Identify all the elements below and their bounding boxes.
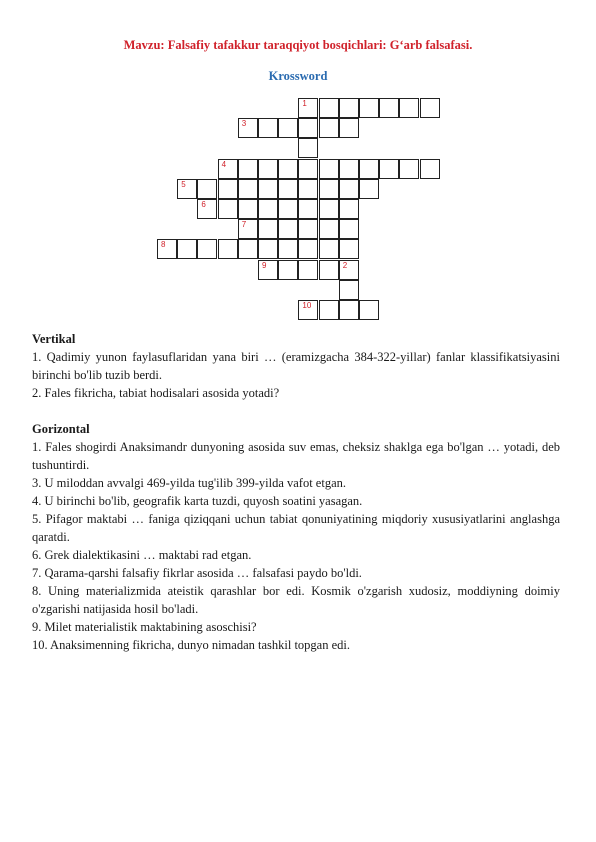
- crossword-cell[interactable]: [258, 219, 278, 239]
- crossword-cell[interactable]: [157, 239, 177, 259]
- crossword-cell[interactable]: [319, 219, 339, 239]
- crossword-cell[interactable]: [238, 159, 258, 179]
- crossword-cell[interactable]: [319, 300, 339, 320]
- crossword-cell[interactable]: [339, 239, 359, 259]
- crossword-cell[interactable]: [339, 280, 359, 300]
- crossword-cell[interactable]: [238, 219, 258, 239]
- crossword-cell[interactable]: [319, 118, 339, 138]
- crossword-cell[interactable]: [278, 239, 298, 259]
- crossword-cell[interactable]: [258, 179, 278, 199]
- crossword-grid: [0, 0, 596, 330]
- crossword-cell[interactable]: [359, 98, 379, 118]
- crossword-cell[interactable]: [177, 239, 197, 259]
- crossword-cell[interactable]: [319, 98, 339, 118]
- crossword-cell[interactable]: [339, 300, 359, 320]
- crossword-cell[interactable]: [298, 179, 318, 199]
- crossword-cell[interactable]: [238, 118, 258, 138]
- crossword-cell[interactable]: [298, 98, 318, 118]
- crossword-cell[interactable]: [278, 179, 298, 199]
- crossword-cell[interactable]: [298, 118, 318, 138]
- crossword-cell[interactable]: [278, 199, 298, 219]
- crossword-cell[interactable]: [379, 159, 399, 179]
- crossword-cell[interactable]: [278, 159, 298, 179]
- crossword-cell[interactable]: [399, 98, 419, 118]
- horizontal-heading: Gorizontal: [32, 422, 90, 436]
- crossword-cell[interactable]: [298, 138, 318, 158]
- crossword-cell[interactable]: [420, 98, 440, 118]
- crossword-cell[interactable]: [319, 260, 339, 280]
- crossword-cell[interactable]: [258, 159, 278, 179]
- horizontal-clue-6: 6. Grek dialektikasini … maktabi rad etgan.: [32, 548, 252, 562]
- horizontal-clue-1: 1. Fales shogirdi Anaksimandr dunyoning asosida suv emas, cheksiz shaklga ega bo'lgan … yotadi, deb tushuntirdi.: [32, 440, 560, 472]
- crossword-clue-number: 1: [302, 99, 307, 108]
- horizontal-clue-9: 9. Milet materialistik maktabining asoschisi?: [32, 620, 257, 634]
- crossword-cell[interactable]: [339, 219, 359, 239]
- crossword-cell[interactable]: [258, 260, 278, 280]
- crossword-cell[interactable]: [298, 239, 318, 259]
- crossword-cell[interactable]: [298, 199, 318, 219]
- crossword-subtitle: Krossword: [268, 69, 328, 83]
- crossword-cell[interactable]: [238, 239, 258, 259]
- crossword-cell[interactable]: [319, 199, 339, 219]
- horizontal-clue-5: 5. Pifagor maktabi … faniga qiziqqani uchun tabiat qonuniyatining miqdoriy xususiyatlarini anglashga qaratdi.: [32, 512, 560, 544]
- crossword-cell[interactable]: [379, 98, 399, 118]
- crossword-cell[interactable]: [238, 179, 258, 199]
- crossword-cell[interactable]: [278, 118, 298, 138]
- crossword-clue-number: 10: [302, 301, 312, 310]
- crossword-cell[interactable]: [298, 219, 318, 239]
- crossword-cell[interactable]: [218, 159, 238, 179]
- crossword-cell[interactable]: [319, 179, 339, 199]
- crossword-clue-number: 8: [161, 240, 166, 250]
- crossword-cell[interactable]: [197, 179, 217, 199]
- crossword-clue-number: 5: [181, 179, 186, 189]
- crossword-cell[interactable]: [339, 118, 359, 138]
- crossword-cell[interactable]: [218, 239, 238, 259]
- crossword-clue-number: 3: [241, 119, 247, 129]
- crossword-cell[interactable]: [258, 239, 278, 259]
- crossword-cell[interactable]: [197, 199, 217, 219]
- crossword-clue-number: 6: [201, 200, 206, 209]
- crossword-cell[interactable]: [339, 179, 359, 199]
- crossword-cell[interactable]: [197, 239, 217, 259]
- crossword-cell[interactable]: [319, 239, 339, 259]
- crossword-cell[interactable]: [339, 159, 359, 179]
- crossword-cell[interactable]: [278, 260, 298, 280]
- crossword-cell[interactable]: [399, 159, 419, 179]
- crossword-cell[interactable]: [258, 199, 278, 219]
- crossword-cell[interactable]: [278, 219, 298, 239]
- crossword-cell[interactable]: [298, 260, 318, 280]
- horizontal-clue-4: 4. U birinchi bo'lib, geografik karta tuzdi, quyosh soatini yasagan.: [32, 494, 363, 508]
- crossword-cell[interactable]: [238, 199, 258, 219]
- crossword-cell[interactable]: [339, 199, 359, 219]
- horizontal-clue-8: 8. Uning materializmida ateistik qarashlar bor edi. Kosmik o'zgarish xudosiz, moddiyning doimiy o'zgarishi natijasida hosil bo'ladi.: [32, 584, 560, 616]
- crossword-clue-number: 7: [241, 220, 247, 230]
- crossword-cell[interactable]: [319, 159, 339, 179]
- crossword-cell[interactable]: [359, 159, 379, 179]
- horizontal-clue-10: 10. Anaksimenning fikricha, dunyo nimadan tashkil topgan edi.: [32, 638, 350, 652]
- horizontal-clue-3: 3. U miloddan avvalgi 469-yilda tug'ilib 399-yilda vafot etgan.: [32, 476, 346, 490]
- vertical-clue-1: 1. Qadimiy yunon faylasuflaridan yana biri … (eramizgacha 384-322-yillar) fanlar klassifikatsiyasini birinchi bo'lib tuzib berdi.: [32, 350, 560, 382]
- crossword-clue-number: 2: [342, 260, 348, 270]
- vertical-heading: Vertikal: [32, 332, 76, 346]
- crossword-cell[interactable]: [218, 199, 238, 219]
- crossword-cell[interactable]: [298, 300, 318, 320]
- crossword-cell[interactable]: [339, 98, 359, 118]
- crossword-clue-number: 4: [221, 159, 227, 169]
- crossword-cell[interactable]: [339, 260, 359, 280]
- clues-section: [32, 330, 560, 654]
- crossword-cell[interactable]: [359, 300, 379, 320]
- vertical-clue-2: 2. Fales fikricha, tabiat hodisalari asosida yotadi?: [32, 386, 280, 400]
- crossword-cell[interactable]: [420, 159, 440, 179]
- crossword-cell[interactable]: [359, 179, 379, 199]
- crossword-cell[interactable]: [298, 159, 318, 179]
- crossword-clue-number: 9: [262, 260, 267, 270]
- page-title: Mavzu: Falsafiy tafakkur taraqqiyot bosqichlari: G‘arb falsafasi.: [123, 38, 473, 52]
- crossword-cell[interactable]: [218, 179, 238, 199]
- crossword-cell[interactable]: [177, 179, 197, 199]
- horizontal-clue-7: 7. Qarama-qarshi falsafiy fikrlar asosida … falsafasi paydo bo'ldi.: [32, 566, 362, 580]
- crossword-cell[interactable]: [258, 118, 278, 138]
